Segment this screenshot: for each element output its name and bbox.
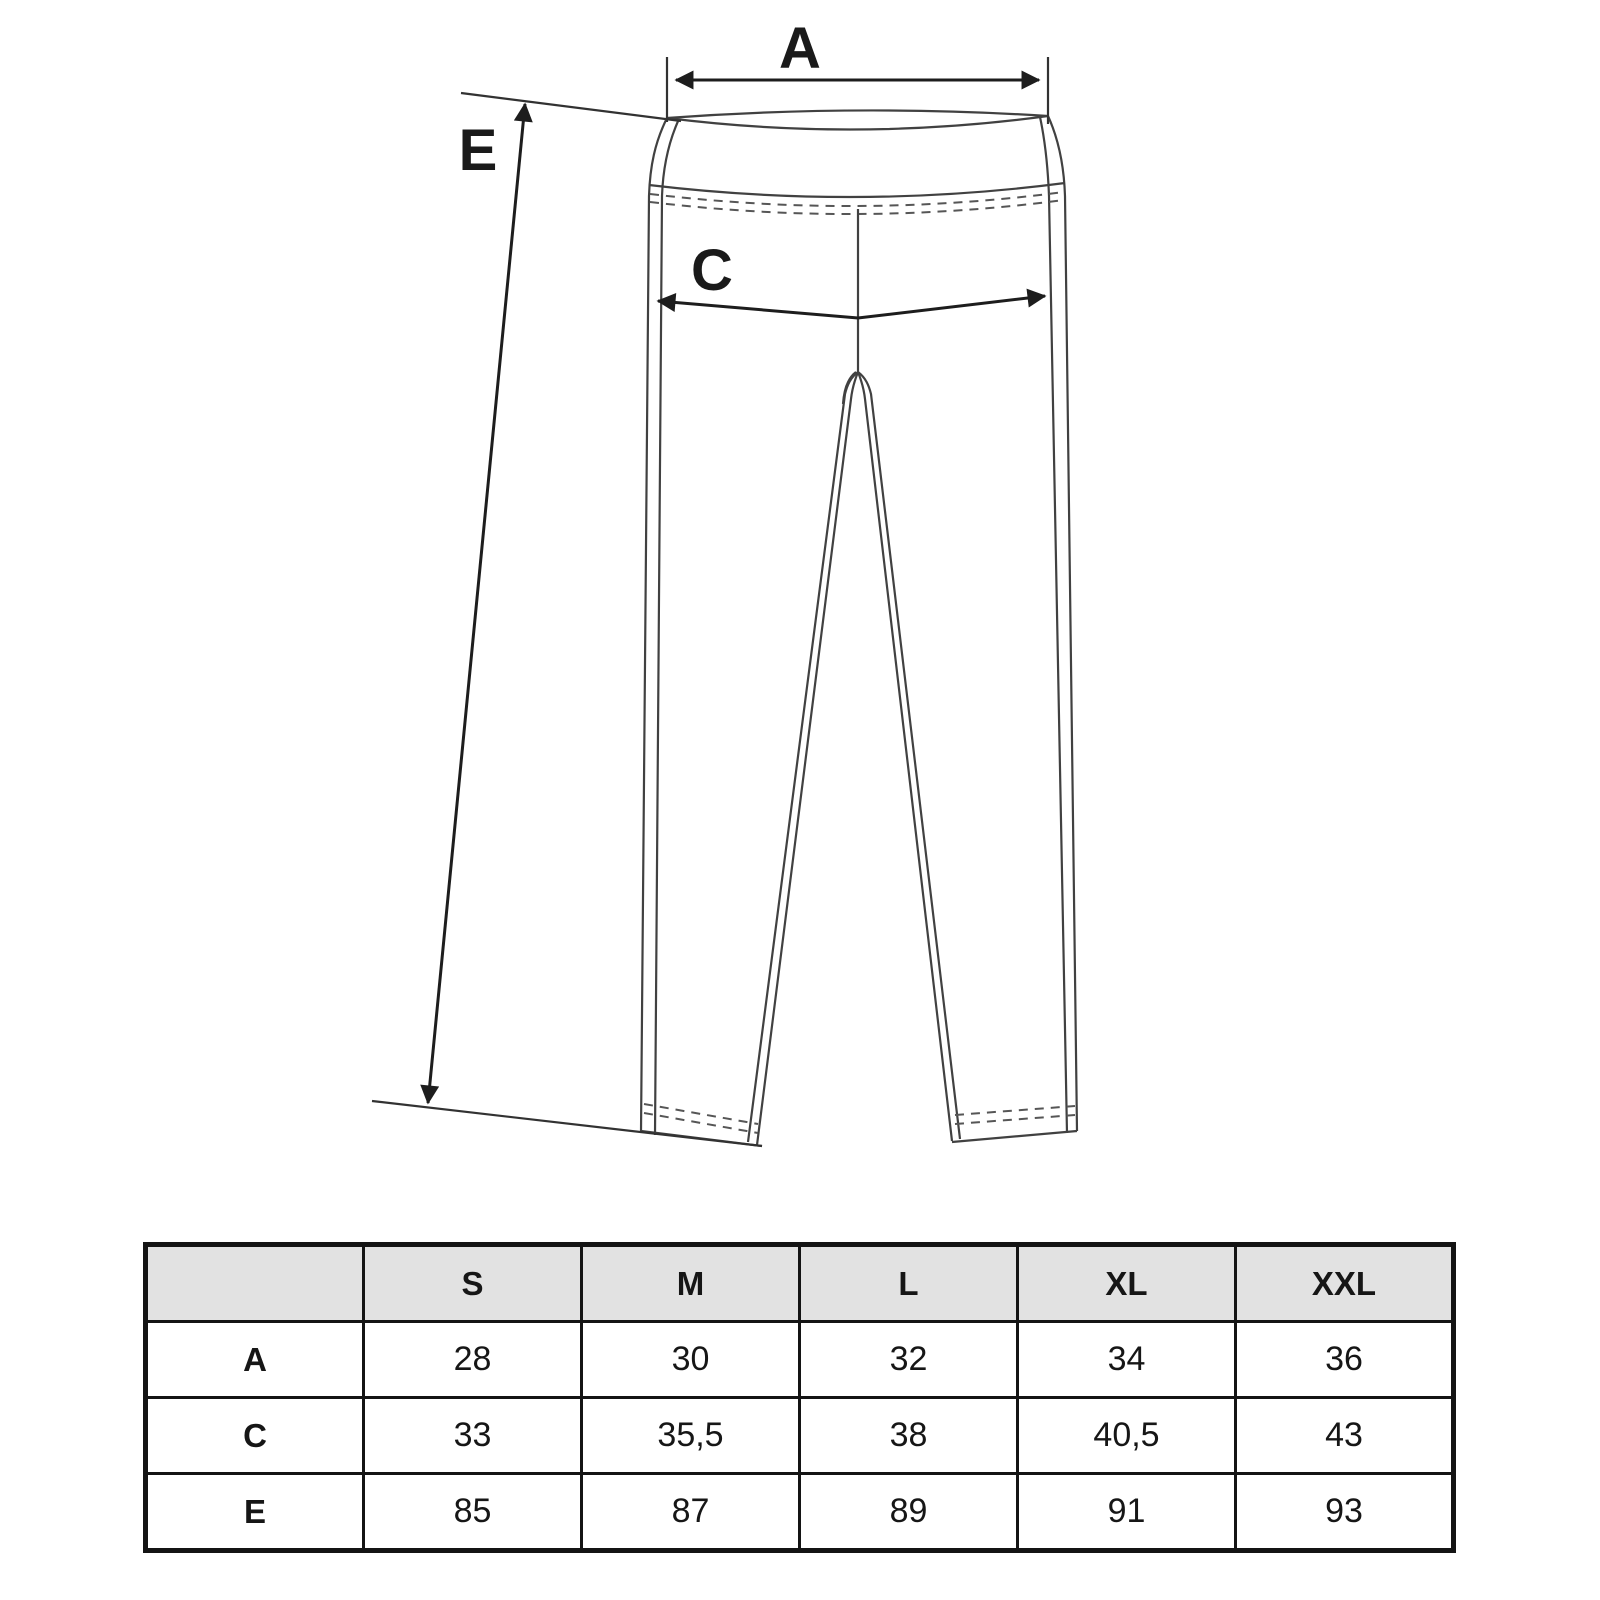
value-cell: 43 bbox=[1236, 1398, 1454, 1474]
value-cell: 33 bbox=[364, 1398, 582, 1474]
table-row-e bbox=[146, 1474, 1454, 1551]
value-cell: 93 bbox=[1236, 1474, 1454, 1551]
value-cell: 28 bbox=[364, 1322, 582, 1398]
table-row-a bbox=[146, 1322, 1454, 1398]
left-side-seam-inner bbox=[655, 119, 679, 1135]
dimension-a-label: A bbox=[779, 16, 821, 81]
waistband-stitch-1 bbox=[650, 192, 1064, 206]
dimension-e-arrow bbox=[428, 104, 525, 1103]
value-cell: 87 bbox=[582, 1474, 800, 1551]
right-inseam-2 bbox=[858, 372, 952, 1141]
right-hem-stitch-2 bbox=[955, 1115, 1075, 1124]
left-side-seam-outer bbox=[641, 118, 667, 1132]
column-header-m: M bbox=[582, 1245, 800, 1322]
waistband-back-edge bbox=[667, 116, 1048, 130]
dimension-c-label: C bbox=[691, 238, 733, 303]
header-row bbox=[146, 1245, 1454, 1322]
column-header-xxl: XXL bbox=[1236, 1245, 1454, 1322]
dimension-e-label: E bbox=[458, 118, 498, 183]
size-table bbox=[143, 1242, 1456, 1553]
right-inseam-1 bbox=[858, 372, 960, 1139]
column-header-l: L bbox=[800, 1245, 1018, 1322]
table-row-c bbox=[146, 1398, 1454, 1474]
right-hem-edge bbox=[952, 1131, 1077, 1142]
dimension-c bbox=[658, 238, 1045, 318]
row-label-c: C bbox=[146, 1398, 364, 1474]
dimension-a bbox=[667, 16, 1048, 124]
value-cell: 85 bbox=[364, 1474, 582, 1551]
waistband-top-edge bbox=[667, 110, 1048, 118]
value-cell: 35,5 bbox=[582, 1398, 800, 1474]
dimension-e-ext-top bbox=[461, 93, 681, 121]
value-cell: 40,5 bbox=[1018, 1398, 1236, 1474]
value-cell: 32 bbox=[800, 1322, 1018, 1398]
value-cell: 30 bbox=[582, 1322, 800, 1398]
right-side-seam-outer bbox=[1048, 116, 1077, 1131]
column-header-s: S bbox=[364, 1245, 582, 1322]
value-cell: 38 bbox=[800, 1398, 1018, 1474]
size-table-header bbox=[146, 1245, 1454, 1322]
row-label-e: E bbox=[146, 1474, 364, 1551]
left-hem-stitch-1 bbox=[644, 1104, 758, 1124]
size-table-body bbox=[146, 1322, 1454, 1551]
corner-cell bbox=[146, 1245, 364, 1322]
right-side-seam-inner bbox=[1040, 117, 1067, 1133]
left-inseam-1 bbox=[748, 372, 858, 1142]
left-inseam-2 bbox=[757, 372, 858, 1145]
value-cell: 34 bbox=[1018, 1322, 1236, 1398]
value-cell: 36 bbox=[1236, 1322, 1454, 1398]
row-label-a: A bbox=[146, 1322, 364, 1398]
value-cell: 91 bbox=[1018, 1474, 1236, 1551]
value-cell: 89 bbox=[800, 1474, 1018, 1551]
waistband-seam bbox=[649, 183, 1065, 197]
dimension-e-ext-bottom bbox=[372, 1101, 762, 1146]
left-hem-stitch-2 bbox=[644, 1113, 758, 1133]
right-hem-stitch-1 bbox=[955, 1106, 1075, 1115]
column-header-xl: XL bbox=[1018, 1245, 1236, 1322]
size-table-container bbox=[143, 1242, 1456, 1553]
